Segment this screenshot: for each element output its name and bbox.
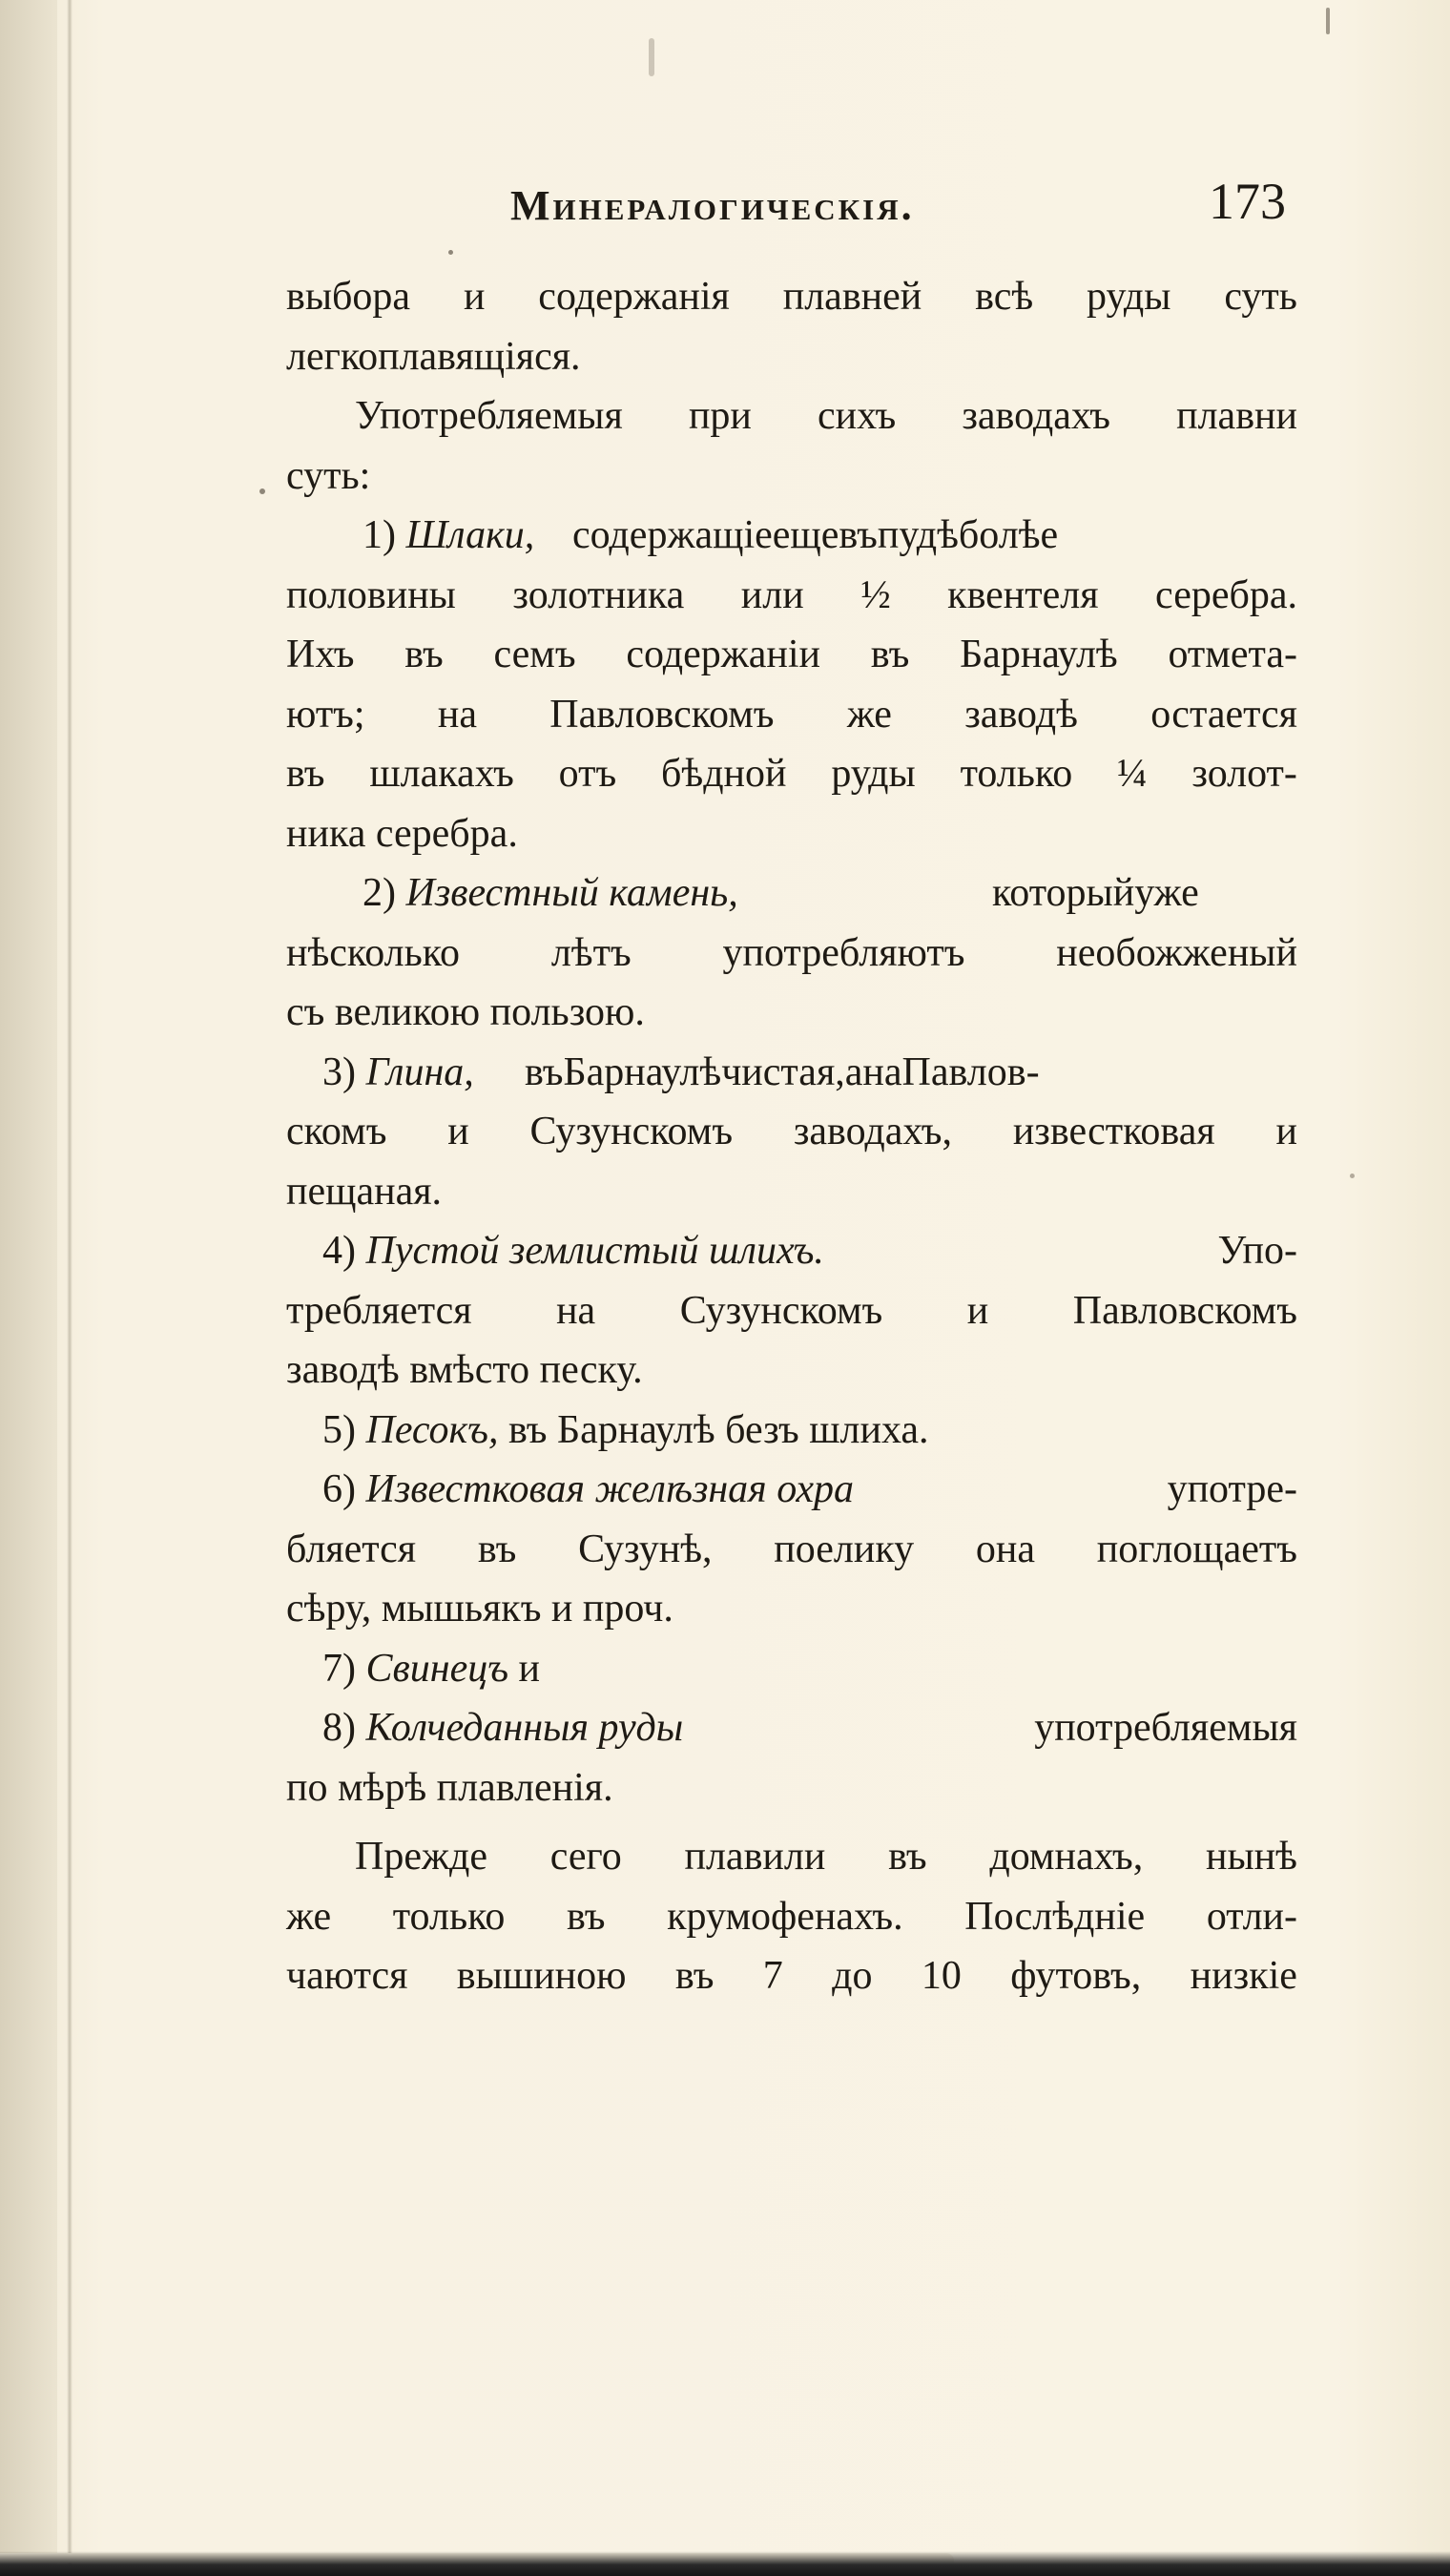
line-rest (525, 1043, 1297, 1103)
paper-mark (1326, 8, 1330, 34)
word: заводахъ (962, 394, 1111, 438)
word: золот- (1191, 752, 1297, 796)
word: заводахъ, (793, 1110, 953, 1153)
text-line (286, 744, 1297, 804)
running-head: Минералогическія. (510, 182, 915, 229)
line-rest: употребляемыя (1034, 1706, 1297, 1750)
text-line: легкоплавящіяся. (286, 334, 581, 379)
word: поглощаетъ (1096, 1527, 1297, 1571)
inner-margin (0, 0, 57, 2576)
word: только (960, 752, 1073, 796)
word: заводѣ (964, 692, 1078, 737)
word: пудѣ (877, 513, 959, 557)
text-line: заводѣ вмѣсто песку. (286, 1348, 643, 1392)
word: Употребляемыя (355, 394, 623, 438)
page-header (286, 170, 1297, 237)
word: вышиною (456, 1954, 627, 1998)
word: на (862, 1049, 902, 1094)
word: на (556, 1288, 596, 1333)
word: золотника (512, 572, 685, 617)
word: при (688, 394, 752, 438)
list-item-line (286, 1698, 1297, 1758)
item-term: Песокъ, (365, 1407, 499, 1452)
list-item-line (286, 1639, 1297, 1699)
text-line (286, 1281, 1297, 1341)
word: же (286, 1894, 332, 1939)
word: Сузунскомъ (529, 1110, 734, 1153)
word: и (1275, 1110, 1297, 1153)
word: въ (567, 1894, 606, 1939)
word: бляется (286, 1527, 417, 1571)
word: Сузунѣ, (578, 1527, 713, 1571)
word: требляется (286, 1288, 472, 1333)
word: содержанія (538, 275, 730, 319)
word: въ (525, 1049, 564, 1094)
word: бѣдной (661, 752, 787, 796)
word: остается (1150, 692, 1297, 737)
word: употребляютъ (722, 930, 965, 975)
spine-shadow (67, 0, 72, 2576)
text-line (286, 566, 1297, 626)
item-number: 8) (322, 1706, 356, 1750)
word: квентеля (947, 572, 1099, 617)
word: еще (772, 513, 839, 557)
word: серебра. (1155, 572, 1297, 617)
word: въ (839, 513, 878, 557)
word: суть (1224, 275, 1297, 319)
word: лѣтъ (550, 930, 632, 975)
word: чаются (286, 1954, 408, 1998)
text-line (286, 924, 1297, 984)
word: ½ (860, 572, 891, 617)
word: половины (286, 572, 456, 617)
line-rest: употре- (1167, 1467, 1297, 1511)
list-item-line (286, 1221, 1297, 1281)
word: содержащіе (572, 513, 773, 557)
text-line: сѣру, мышьякъ и проч. (286, 1587, 673, 1631)
item-number: 2) (362, 871, 396, 915)
word: Ихъ (286, 633, 355, 676)
list-item-line (286, 1401, 1297, 1461)
text-line (286, 625, 1297, 685)
word: въ (888, 1835, 927, 1879)
bottom-dark-edge (0, 2551, 1450, 2576)
text-line (286, 1827, 1297, 1887)
word: въ (286, 752, 325, 796)
word: всѣ (975, 275, 1034, 319)
item-number: 3) (322, 1049, 356, 1094)
word: скомъ (286, 1110, 387, 1153)
word: только (392, 1894, 506, 1939)
line-rest (572, 506, 1297, 566)
word: нынѣ (1205, 1835, 1297, 1879)
word: домнахъ, (989, 1835, 1144, 1879)
item-term: Известковая желѣзная охра (365, 1467, 855, 1511)
word: уже (1134, 871, 1199, 915)
text-line: по мѣрѣ плавленія. (286, 1765, 613, 1810)
item-number: 6) (322, 1467, 356, 1511)
word: она (975, 1527, 1036, 1571)
item-number: 4) (322, 1229, 356, 1273)
text-line: суть: (286, 453, 371, 498)
text-line (286, 1102, 1297, 1162)
word: сего (549, 1835, 622, 1879)
item-number: 5) (322, 1407, 356, 1452)
text-line (286, 1946, 1297, 2006)
word: а (844, 1049, 863, 1094)
word: который (992, 871, 1135, 915)
line-rest: Упо- (1217, 1229, 1297, 1273)
word: болѣе (958, 513, 1059, 557)
list-item-line (286, 1460, 1297, 1520)
word: Прежде (355, 1835, 488, 1879)
word: 10 (921, 1954, 962, 1998)
text-line: пещаная. (286, 1169, 443, 1214)
word: въ (674, 1954, 715, 1998)
word: и (447, 1110, 469, 1153)
page-number: 173 (1209, 173, 1286, 230)
text-block (286, 267, 1297, 2006)
paper-speck (448, 250, 453, 255)
text-line (286, 685, 1297, 745)
paper-speck (259, 488, 265, 494)
item-number: 7) (322, 1646, 356, 1691)
word: Павловскомъ (1072, 1288, 1297, 1333)
word: же (846, 692, 892, 737)
paper-speck (1350, 1174, 1355, 1178)
word: плавней (782, 275, 922, 319)
word: сихъ (817, 394, 897, 438)
list-item-line (286, 506, 1297, 566)
word: чистая, (721, 1049, 845, 1094)
line-rest: и (518, 1646, 541, 1691)
word: плавили (684, 1835, 826, 1879)
word: Барнаулѣ (563, 1049, 722, 1094)
word: Сузунскомъ (679, 1288, 883, 1333)
word: поелику (774, 1527, 915, 1571)
word: Павловскомъ (549, 692, 775, 737)
word: въ (477, 1527, 517, 1571)
word: Барнаулѣ (960, 633, 1118, 676)
list-item-line (286, 1043, 1297, 1103)
word: въ (404, 633, 444, 676)
text-line (286, 1887, 1297, 1947)
word: отли- (1206, 1894, 1297, 1939)
word: или (740, 572, 804, 617)
word: руды (831, 752, 916, 796)
line-rest: въ Барнаулѣ безъ шлиха. (508, 1407, 929, 1452)
word: и (966, 1288, 989, 1333)
word: руды (1087, 275, 1171, 319)
word: на (437, 692, 477, 737)
word: содержаніи (626, 633, 821, 676)
text-line: ника серебра. (286, 811, 518, 856)
word: крумофенахъ. (667, 1894, 903, 1939)
word: до (832, 1954, 873, 1998)
list-item-line (286, 863, 1297, 924)
paper-mark (649, 38, 654, 76)
item-term: Шлаки, (405, 513, 535, 557)
word: нѣсколько (286, 930, 461, 975)
item-term: Колчеданныя руды (365, 1706, 684, 1750)
word: въ (870, 633, 910, 676)
item-term: Известный камень, (405, 871, 738, 915)
item-term: Пустой землистый шлихъ. (365, 1229, 824, 1273)
word: футовъ, (1010, 1954, 1142, 1998)
word: выбора (286, 275, 411, 319)
word: отъ (558, 752, 617, 796)
item-term: Свинецъ (365, 1646, 509, 1691)
word: низкіе (1190, 1954, 1297, 1998)
text-line (286, 1520, 1297, 1580)
text-line (286, 386, 1297, 447)
word: необожженый (1056, 930, 1297, 975)
text-line: съ великою пользою. (286, 990, 645, 1034)
line-rest (992, 863, 1297, 924)
word: 7 (762, 1954, 783, 1998)
word: ¼ (1117, 752, 1148, 796)
word: Послѣдніе (964, 1894, 1146, 1939)
word: Павлов- (901, 1049, 1040, 1094)
word: шлакахъ (369, 752, 514, 796)
word: и (463, 275, 486, 319)
text-line (286, 267, 1297, 327)
word: плавни (1176, 394, 1297, 438)
word: ютъ; (286, 692, 365, 737)
word: отмета- (1168, 633, 1297, 676)
item-term: Глина, (365, 1049, 474, 1094)
word: семъ (493, 633, 576, 676)
word: известковая (1012, 1110, 1215, 1153)
item-number: 1) (362, 513, 396, 557)
